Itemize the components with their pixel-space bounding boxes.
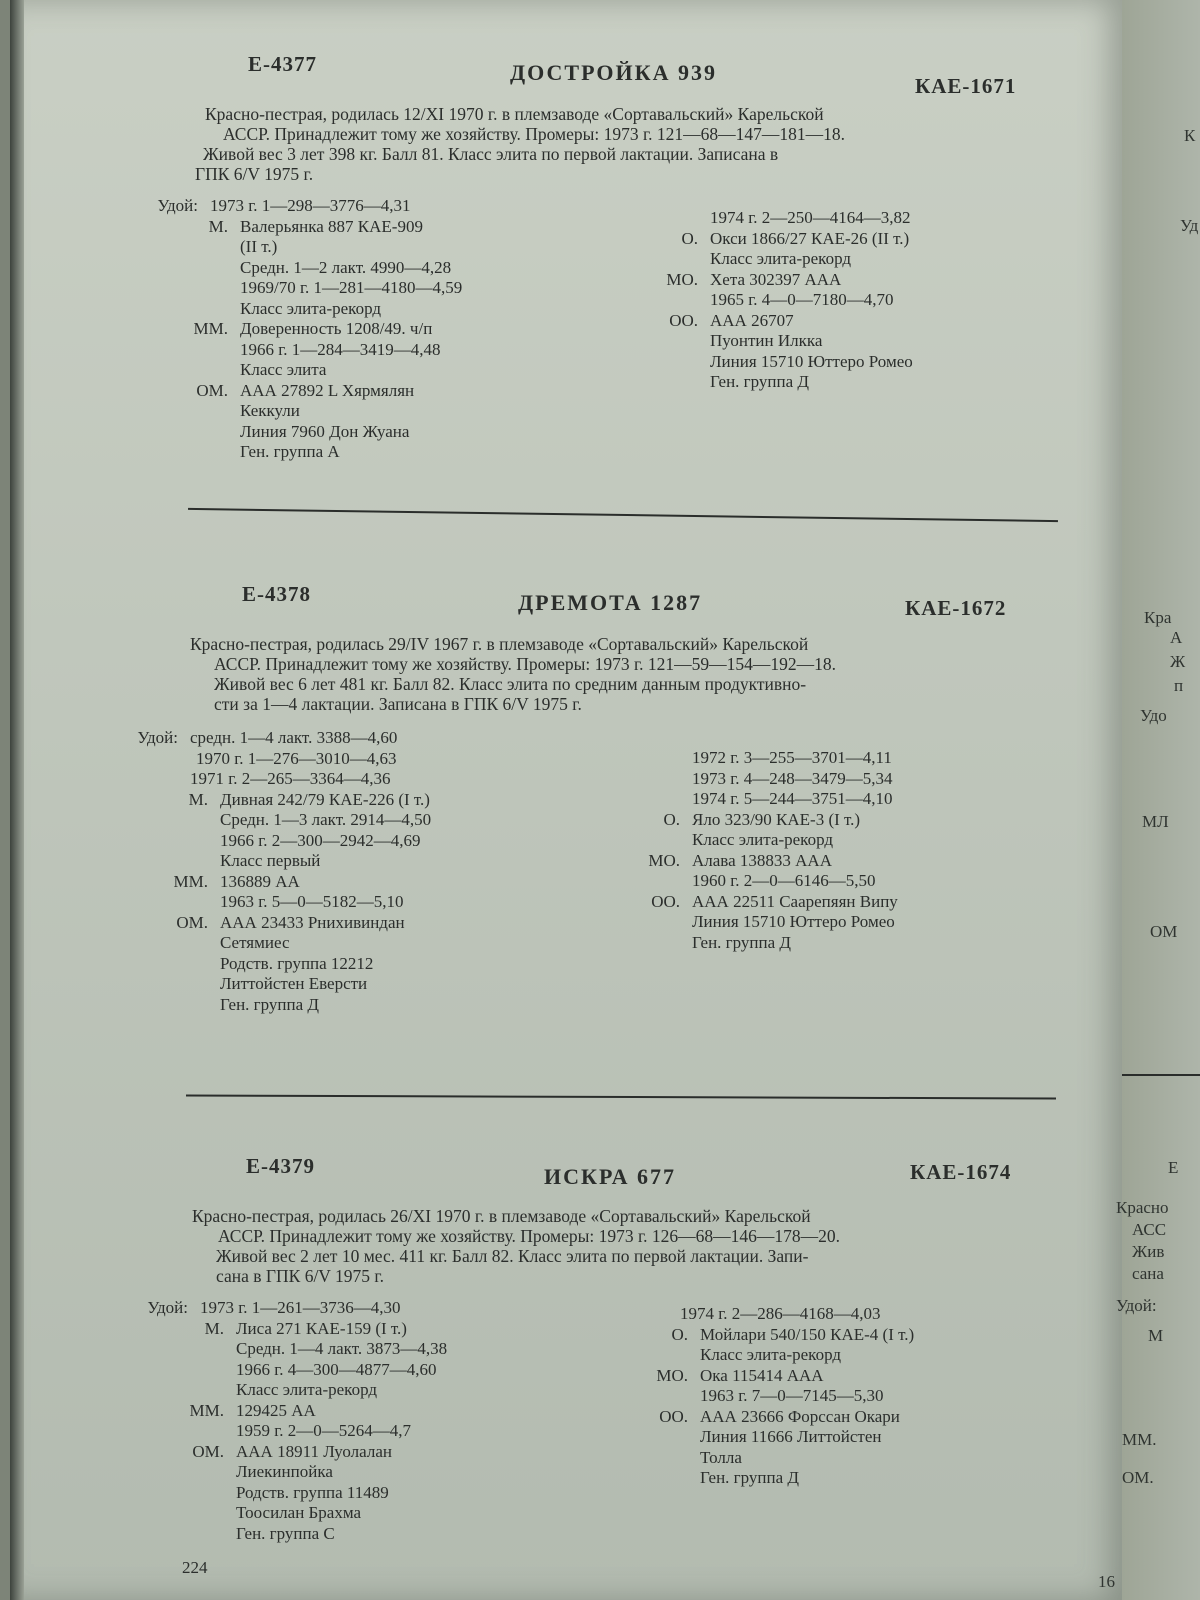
entry-1-desc-line: Красно-пестрая, родилась 12/XI 1970 г. в племзаводе «Сортавальский» Карельской	[205, 104, 824, 124]
pedigree-text: Линия 7960 Дон Жуана	[240, 421, 410, 441]
pedigree-text: 1969/70 г. 1—281—4180—4,59	[240, 278, 463, 297]
pedigree-text: Мойлари 540/150 КАЕ-4 (I т.)	[700, 1324, 915, 1344]
entry-3-left-column	[130, 1298, 447, 1544]
entry-1-left-column	[140, 196, 462, 463]
pedigree-text: Пуонтин Илкка	[710, 331, 823, 350]
bleed-text: ОМ.	[1122, 1468, 1154, 1487]
entry-1-desc-line: АССР. Принадлежит тому же хозяйству. Промеры: 1973 г. 121—68—147—181—18.	[223, 124, 846, 144]
pedigree-label: О.	[663, 809, 680, 829]
bleed-text: 16	[1098, 1572, 1115, 1591]
pedigree-text: (II т.)	[240, 237, 278, 256]
entry-2-desc-line: Живой вес 6 лет 481 кг. Балл 82. Класс элита по средним данным продуктивно-	[214, 674, 807, 694]
book-page	[10, 0, 1122, 1600]
pedigree-text: ААА 23666 Форссан Окари	[700, 1406, 900, 1426]
bleed-text: Уд	[1180, 216, 1199, 235]
pedigree-text: 1965 г. 4—0—7180—4,70	[710, 290, 894, 309]
pedigree-text: 1966 г. 4—300—4877—4,60	[236, 1359, 437, 1379]
next-page-edge	[1098, 0, 1200, 1600]
pedigree-text: ААА 22511 Саарепяян Випу	[692, 891, 898, 911]
pedigree-label: Удой:	[147, 1298, 188, 1317]
pedigree-text: 1974 г. 5—244—3751—4,10	[692, 789, 893, 808]
pedigree-text: Класс элита-рекорд	[692, 830, 833, 849]
pedigree-text: ААА 18911 Луолалан	[236, 1441, 392, 1461]
entry-3-code: КАЕ-1674	[910, 1160, 1012, 1184]
pedigree-label: О.	[681, 228, 698, 248]
entry-1-description	[195, 104, 846, 184]
bleed-text: Удо	[1140, 706, 1167, 725]
bleed-text: А	[1170, 628, 1183, 647]
pedigree-label: МО.	[656, 1365, 688, 1385]
pedigree-label: ММ.	[189, 1400, 224, 1420]
entry-1-desc-line: ГПК 6/V 1975 г.	[195, 164, 314, 184]
pedigree-label: ОО.	[651, 891, 680, 911]
pedigree-text: 1974 г. 2—286—4168—4,03	[680, 1304, 881, 1323]
bleed-text: К	[1184, 126, 1196, 145]
bleed-text: ОМ	[1150, 922, 1178, 941]
pedigree-text: 1974 г. 2—250—4164—3,82	[710, 208, 911, 227]
pedigree-text: ААА 27892 L Хярмялян	[240, 380, 415, 400]
pedigree-text: 1963 г. 7—0—7145—5,30	[700, 1386, 884, 1405]
entry-2-name: ДРЕМОТА 1287	[518, 590, 703, 615]
entry-2-description	[190, 634, 836, 714]
entry-2-code: КАЕ-1672	[905, 596, 1007, 620]
bleed-text: АСС	[1132, 1220, 1167, 1239]
pedigree-label: ОМ.	[176, 912, 208, 932]
entry-1-reg: Е-4377	[248, 52, 317, 76]
pedigree-text: Сетямиес	[220, 933, 290, 952]
bleed-text: ММ.	[1122, 1430, 1157, 1449]
pedigree-text: Родств. группа 11489	[236, 1482, 389, 1502]
pedigree-text: 136889 АА	[220, 871, 300, 891]
pedigree-text: Алава 138833 ААА	[692, 850, 832, 870]
entry-3-desc-line: сана в ГПК 6/V 1975 г.	[216, 1266, 384, 1286]
bleed-text: М	[1148, 1326, 1164, 1345]
entry-3-description	[192, 1206, 840, 1286]
pedigree-label: О.	[671, 1324, 688, 1344]
pedigree-label: М.	[204, 1318, 224, 1338]
entry-1-name: ДОСТРОЙКА 939	[510, 60, 717, 85]
pedigree-label: ОО.	[669, 310, 698, 330]
bleed-text: Ж	[1170, 652, 1186, 671]
pedigree-text: Ген. группа Д	[220, 994, 320, 1014]
pedigree-text: Лиекинпойка	[236, 1462, 333, 1481]
pedigree-text: Ген. группа С	[236, 1523, 335, 1543]
pedigree-label: ММ.	[173, 871, 208, 891]
pedigree-text: 1963 г. 5—0—5182—5,10	[220, 892, 404, 911]
pedigree-text: Ген. группа Д	[692, 932, 792, 952]
pedigree-text: 1959 г. 2—0—5264—4,7	[236, 1421, 412, 1440]
bleed-divider	[1122, 1074, 1200, 1076]
pedigree-text: Ген. группа А	[240, 442, 340, 461]
pedigree-text: 129425 АА	[236, 1400, 316, 1420]
pedigree-text: Ока 115414 ААА	[700, 1365, 824, 1385]
page-number: 224	[182, 1558, 208, 1577]
entry-3-desc-line: АССР. Принадлежит тому же хозяйству. Промеры: 1973 г. 126—68—146—178—20.	[218, 1226, 841, 1246]
bleed-text: МЛ	[1142, 812, 1169, 831]
entry-3-name: ИСКРА 677	[544, 1164, 676, 1189]
pedigree-label: М.	[188, 789, 208, 809]
binding-shadow	[10, 0, 24, 1600]
pedigree-text: 1973 г. 4—248—3479—5,34	[692, 768, 893, 788]
pedigree-text: 1970 г. 1—276—3010—4,63	[196, 748, 397, 768]
entry-2-desc-line: сти за 1—4 лактации. Записана в ГПК 6/V 1975 г.	[214, 694, 582, 714]
pedigree-label: ОО.	[659, 1406, 688, 1426]
pedigree-text: 1973 г. 1—298—3776—4,31	[210, 196, 411, 215]
entry-3-desc-line: Красно-пестрая, родилась 26/XI 1970 г. в племзаводе «Сортавальский» Карельской	[192, 1206, 811, 1226]
entry-divider	[186, 1094, 1056, 1099]
pedigree-text: ААА 26707	[710, 310, 794, 330]
entry-2-left-column	[120, 728, 431, 1015]
pedigree-label: ОМ.	[192, 1441, 224, 1461]
pedigree-text: Средн. 1—4 лакт. 3873—4,38	[236, 1339, 448, 1358]
pedigree-text: Средн. 1—2 лакт. 4990—4,28	[240, 257, 452, 277]
pedigree-text: ААА 23433 Рнихивиндан	[220, 912, 405, 932]
pedigree-label: ОМ.	[196, 380, 228, 400]
entry-2-right-column	[622, 748, 898, 953]
pedigree-text: Класс элита	[240, 360, 327, 379]
pedigree-text: Класс элита-рекорд	[236, 1380, 377, 1399]
pedigree-text: Средн. 1—3 лакт. 2914—4,50	[220, 810, 432, 829]
pedigree-label: МО.	[648, 850, 680, 870]
pedigree-text: Линия 15710 Юттеро Ромео	[692, 912, 895, 931]
entry-1-desc-line: Живой вес 3 лет 398 кг. Балл 81. Класс элита по первой лактации. Записана в	[203, 144, 779, 164]
entry-divider	[188, 508, 1058, 522]
bleed-text: Е	[1168, 1158, 1179, 1177]
pedigree-text: Класс элита-рекорд	[700, 1345, 841, 1364]
entry-3-right-column	[610, 1304, 914, 1489]
pedigree-text: Класс первый	[220, 851, 321, 870]
pedigree-text: Литтойстен Еверсти	[220, 974, 368, 993]
entry-2-reg: Е-4378	[242, 582, 311, 606]
bleed-text: Красно	[1116, 1198, 1169, 1217]
pedigree-text: Доверенность 1208/49. ч/п	[240, 319, 433, 338]
pedigree-text: Валерьянка 887 КАЕ-909	[240, 216, 423, 236]
pedigree-text: Линия 11666 Литтойстен	[700, 1427, 882, 1446]
pedigree-text: Ген. группа Д	[700, 1468, 800, 1487]
pedigree-text: Хета 302397 ААА	[710, 269, 842, 289]
entry-2-desc-line: Красно-пестрая, родилась 29/IV 1967 г. в племзаводе «Сортавальский» Карельской	[190, 634, 809, 654]
pedigree-text: 1966 г. 2—300—2942—4,69	[220, 830, 421, 850]
entry-1-right-column	[640, 208, 913, 393]
pedigree-text: 1972 г. 3—255—3701—4,11	[692, 748, 892, 767]
pedigree-label: МО.	[666, 269, 698, 289]
pedigree-text: Толла	[700, 1447, 742, 1467]
entry-3-reg: Е-4379	[246, 1154, 315, 1178]
pedigree-text: 1971 г. 2—265—3364—4,36	[190, 769, 391, 788]
pedigree-label: Удой:	[137, 728, 178, 747]
pedigree-text: Кеккули	[240, 401, 300, 420]
pedigree-label: М.	[208, 216, 228, 236]
pedigree-text: Линия 15710 Юттеро Ромео	[710, 351, 913, 371]
pedigree-text: Дивная 242/79 КАЕ-226 (I т.)	[220, 789, 430, 809]
pedigree-label: Удой:	[157, 196, 198, 215]
pedigree-text: Окси 1866/27 КАЕ-26 (II т.)	[710, 228, 910, 248]
pedigree-label: ММ.	[193, 319, 228, 338]
pedigree-text: Родств. группа 12212	[220, 953, 374, 973]
entry-1-code: КАЕ-1671	[915, 74, 1017, 98]
pedigree-text: Класс элита-рекорд	[710, 249, 851, 268]
pedigree-text: 1966 г. 1—284—3419—4,48	[240, 339, 441, 359]
pedigree-text: Класс элита-рекорд	[240, 298, 381, 318]
pedigree-text: 1960 г. 2—0—6146—5,50	[692, 871, 876, 890]
bleed-text: п	[1174, 676, 1184, 695]
pedigree-text: Ген. группа Д	[710, 372, 810, 391]
bleed-text: Кра	[1144, 608, 1172, 627]
pedigree-text: Тоосилан Брахма	[236, 1503, 362, 1522]
pedigree-text: средн. 1—4 лакт. 3388—4,60	[190, 728, 398, 747]
bleed-text: Удой:	[1116, 1296, 1157, 1315]
pedigree-text: 1973 г. 1—261—3736—4,30	[200, 1298, 401, 1317]
bleed-text: сана	[1132, 1264, 1164, 1283]
entry-3-desc-line: Живой вес 2 лет 10 мес. 411 кг. Балл 82. Класс элита по первой лактации. Запи-	[216, 1246, 809, 1266]
entry-2-desc-line: АССР. Принадлежит тому же хозяйству. Промеры: 1973 г. 121—59—154—192—18.	[214, 654, 837, 674]
pedigree-text: Яло 323/90 КАЕ-3 (I т.)	[692, 809, 861, 829]
bleed-text: Жив	[1132, 1242, 1165, 1261]
pedigree-text: Лиса 271 КАЕ-159 (I т.)	[236, 1318, 407, 1338]
